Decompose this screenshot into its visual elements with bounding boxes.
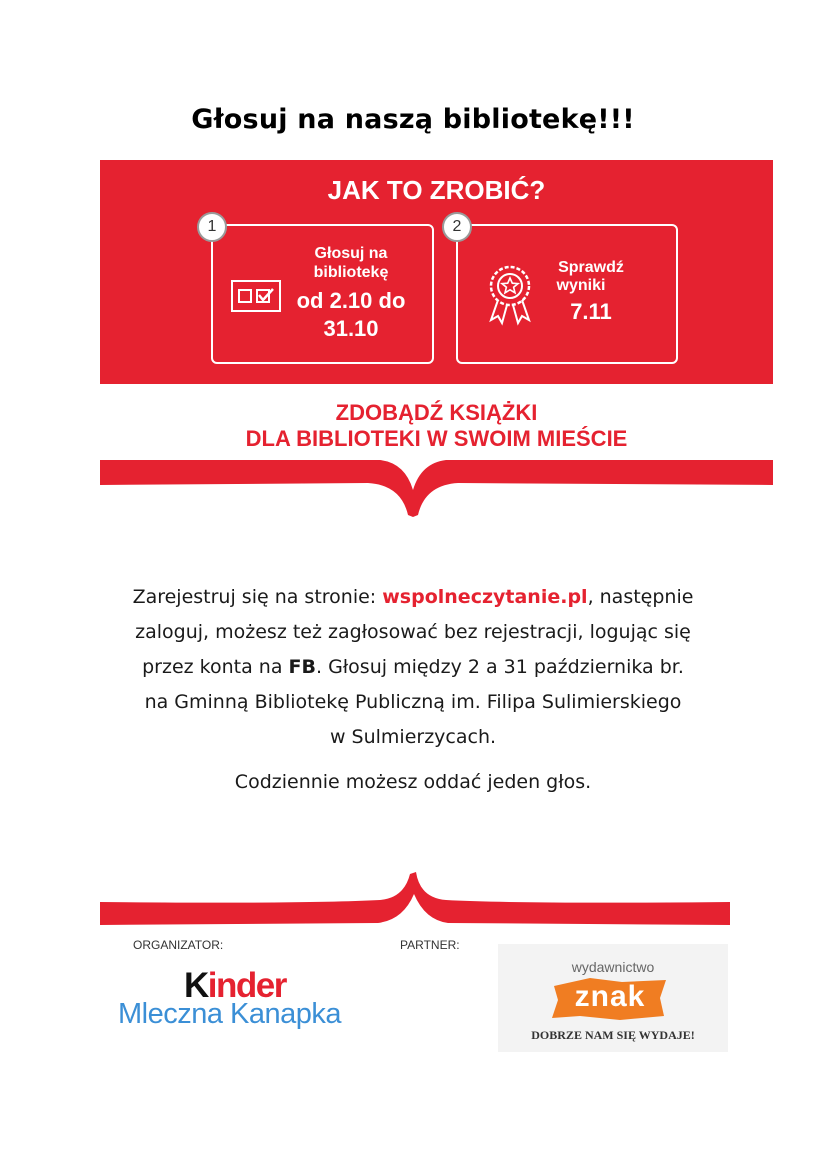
book-divider-bottom [0, 870, 826, 930]
slogan-line-2: DLA BIBLIOTEKI W SWOIM MIEŚCIE [245, 426, 628, 451]
banner-heading: JAK TO ZROBIĆ? [327, 175, 546, 205]
award-ribbon-icon [483, 262, 537, 326]
kinder-logo-subtitle: Mleczna Kanapka [118, 998, 342, 1030]
body-line-3-prefix: przez konta na [142, 656, 289, 678]
kinder-logo-k: K [184, 966, 208, 1005]
fb-label: FB [288, 656, 316, 678]
step-2-number: 2 [442, 212, 472, 242]
page-title: Głosuj na naszą bibliotekę!!! [191, 104, 635, 135]
znak-logo-top: wydawnictwo [571, 959, 655, 975]
step-2-line1: Sprawdź [558, 259, 624, 276]
body-line-5: w Sulmierzycach. [329, 726, 497, 748]
organizer-label: ORGANIZATOR: [133, 938, 224, 952]
partner-label: PARTNER: [400, 938, 460, 952]
website-link[interactable]: wspolneczytanie.pl [382, 586, 588, 608]
step-1-line2: bibliotekę [313, 264, 389, 281]
body-paragraph [90, 580, 736, 755]
body-line-4: na Gminną Bibliotekę Publiczną im. Filipa Sulimierskiego [144, 691, 682, 713]
znak-logo-tagline: DOBRZE NAM SIĘ WYDAJE! [531, 1028, 695, 1042]
body-line-3 [90, 650, 736, 685]
step-2-line2: wyniki [556, 277, 606, 294]
body-line-1 [90, 580, 736, 615]
body-line-1-prefix: Zarejestruj się na stronie: [132, 586, 383, 608]
book-divider-top [0, 455, 826, 525]
body-line-1-suffix: , następnie [587, 586, 694, 608]
ballot-checkbox-icon [231, 280, 281, 312]
step-2-line3: 7.11 [570, 299, 612, 324]
daily-vote-note: Codziennie możesz oddać jeden głos. [234, 771, 592, 793]
step-1-line4: 31.10 [323, 316, 379, 341]
step-1-number: 1 [197, 212, 227, 242]
step-1-line3: od 2.10 do [296, 288, 406, 313]
kinder-logo-rest: inder [207, 966, 286, 1005]
slogan-line-1: ZDOBĄDŹ KSIĄŻKI [335, 400, 538, 425]
znak-logo-word: znak [574, 980, 646, 1013]
body-line-2: zaloguj, możesz też zagłosować bez rejestracji, logując się [135, 621, 691, 643]
body-line-3-suffix: . Głosuj między 2 a 31 października br. [315, 656, 684, 678]
step-1-line1: Głosuj na [314, 245, 388, 262]
